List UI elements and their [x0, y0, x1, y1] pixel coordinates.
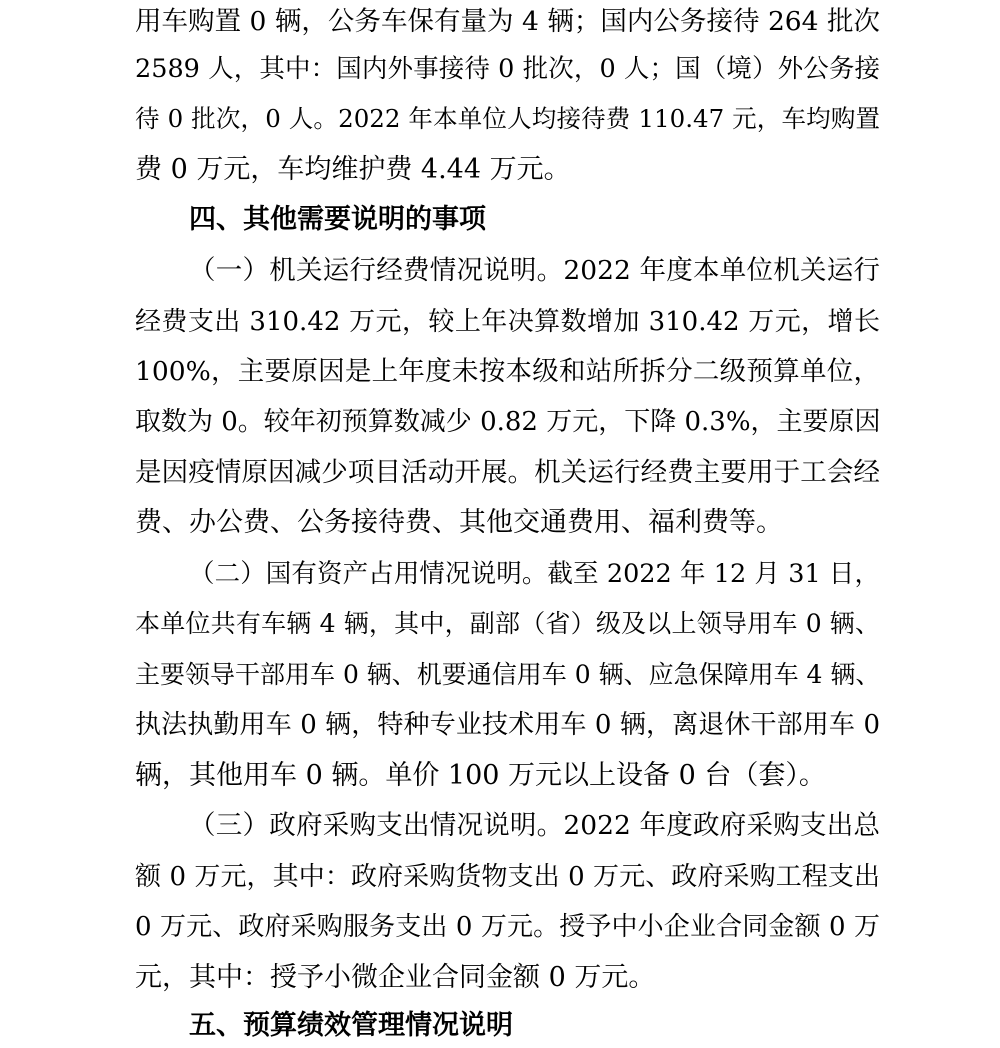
text-line: 用车购置 0 辆，公务车保有量为 4 辆；国内公务接待 264 批次: [135, 6, 880, 37]
text-line: 取数为 0。较年初预算数减少 0.82 万元，下降 0.3%，主要原因: [135, 407, 881, 437]
text-line: 是因疫情原因减少项目活动开展。机关运行经费主要用于工会经: [135, 457, 880, 488]
section-heading: 四、其他需要说明的事项: [189, 204, 486, 235]
text-line: 费 0 万元，车均维护费 4.44 万元。: [135, 154, 571, 185]
text-line: 0 万元、政府采购服务支出 0 万元。授予中小企业合同金额 0 万: [135, 912, 880, 942]
text-line: 待 0 批次，0 人。2022 年本单位人均接待费 110.47 元，车均购置: [135, 104, 880, 133]
paragraph-first-line: （三）政府采购支出情况说明。2022 年度政府采购支出总: [189, 810, 880, 841]
text-line: 元，其中：授予小微企业合同金额 0 万元。: [135, 962, 656, 993]
section-heading: 五、预算绩效管理情况说明: [189, 1010, 513, 1041]
text-line: 费、办公费、公务接待费、其他交通费用、福利费等。: [135, 507, 783, 538]
paragraph-first-line: （一）机关运行经费情况说明。2022 年度本单位机关运行: [189, 255, 880, 286]
text-line: 额 0 万元，其中：政府采购货物支出 0 万元、政府采购工程支出: [135, 862, 880, 892]
text-line: 辆，其他用车 0 辆。单价 100 万元以上设备 0 台（套）。: [135, 760, 826, 791]
text-line: 执法执勤用车 0 辆，特种专业技术用车 0 辆，离退休干部用车 0: [135, 710, 880, 740]
text-line: 本单位共有车辆 4 辆，其中，副部（省）级及以上领导用车 0 辆、: [135, 609, 880, 638]
paragraph-first-line: （二）国有资产占用情况说明。截至 2022 年 12 月 31 日，: [189, 559, 880, 589]
text-line: 经费支出 310.42 万元，较上年决算数增加 310.42 万元，增长: [135, 307, 880, 337]
text-line: 100%，主要原因是上年度未按本级和站所拆分二级预算单位，: [135, 356, 880, 387]
text-line: 2589 人，其中：国内外事接待 0 批次，0 人；国（境）外公务接: [135, 54, 880, 84]
text-line: 主要领导干部用车 0 辆、机要通信用车 0 辆、应急保障用车 4 辆、: [135, 660, 881, 689]
